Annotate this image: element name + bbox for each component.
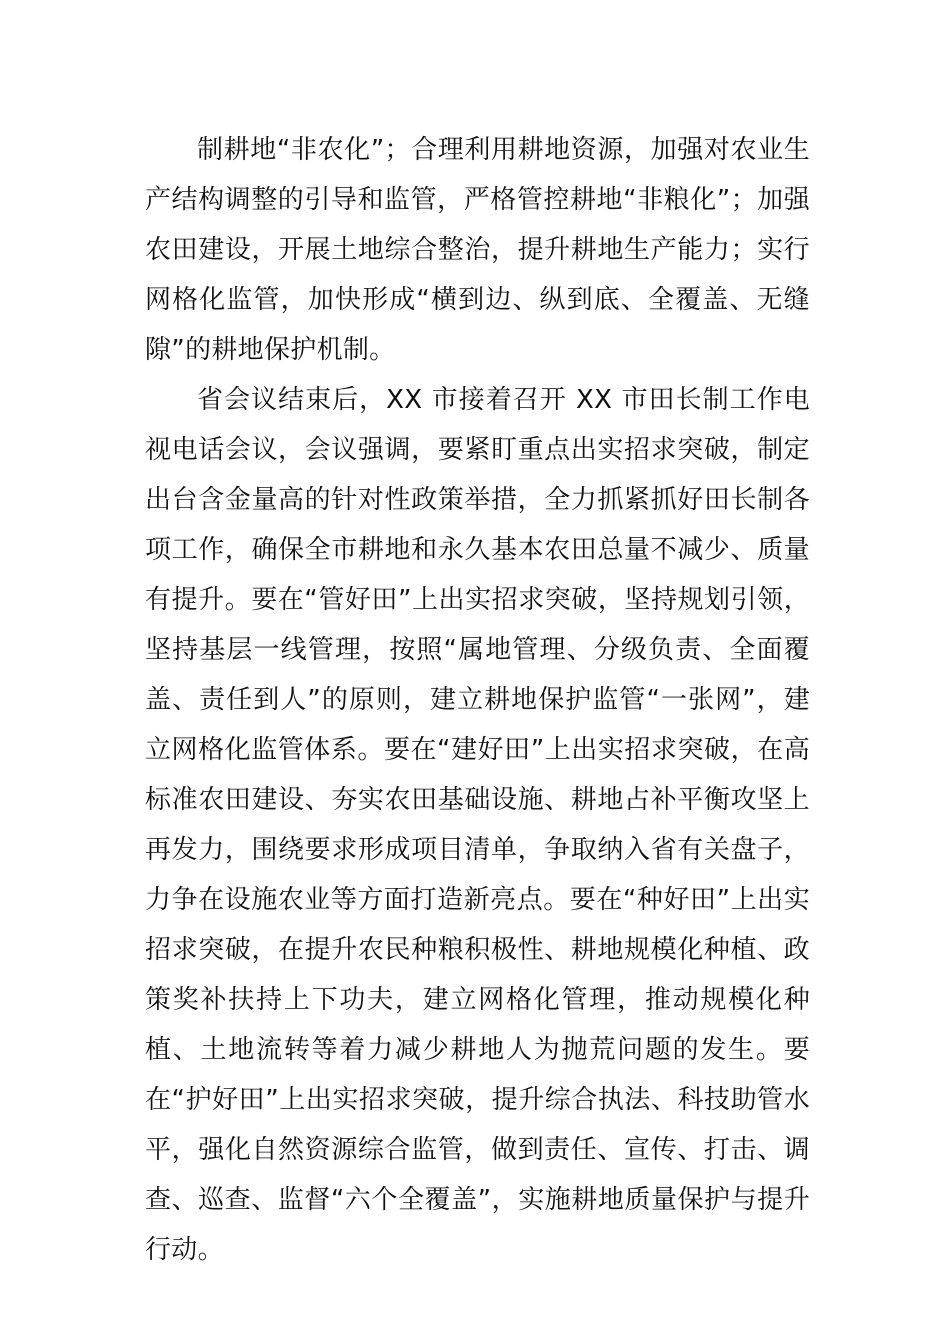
paragraph-1: 制耕地“非农化”；合理利用耕地资源，加强对农业生产结构调整的引导和监管，严格管控耕地“非粮化”；加强农田建设，开展土地综合整治，提升耕地生产能力；实行网格化监管，加快形成“横到边、纵到底、全覆盖、无缝隙”的耕地保护机制。 (145, 135, 810, 365)
document-body (145, 125, 810, 1275)
paragraph-2: 省会议结束后，XX 市接着召开 XX 市田长制工作电视电话会议，会议强调，要紧盯重点出实招求突破，制定出台含金量高的针对性政策举措，全力抓紧抓好田长制各项工作，确保全市耕地和永久基本农田总量不减少、质量有提升。要在“管好田”上出实招求突破，坚持规划引领，坚持基层一线管理，按照“属地管理、分级负责、全面覆盖、责任到人”的原则，建立耕地保护监管“一张网”，建立网格化监管体系。要在“建好田”上出实招求突破，在高标准农田建设、夯实农田基础设施、耕地占补平衡攻坚上再发力，围绕要求形成项目清单，争取纳入省有关盘子，力争在设施农业等方面打造新亮点。要在“种好田”上出实招求突破，在提升农民种粮积极性、耕地规模化种植、政策奖补扶持上下功夫，建立网格化管理，推动规模化种植、土地流转等着力减少耕地人为抛荒问题的发生。要在“护好田”上出实招求突破，提升综合执法、科技助管水平，强化自然资源综合监管，做到责任、宣传、打击、调查、巡查、监督“六个全覆盖”，实施耕地质量保护与提升行动。 (145, 385, 810, 1265)
